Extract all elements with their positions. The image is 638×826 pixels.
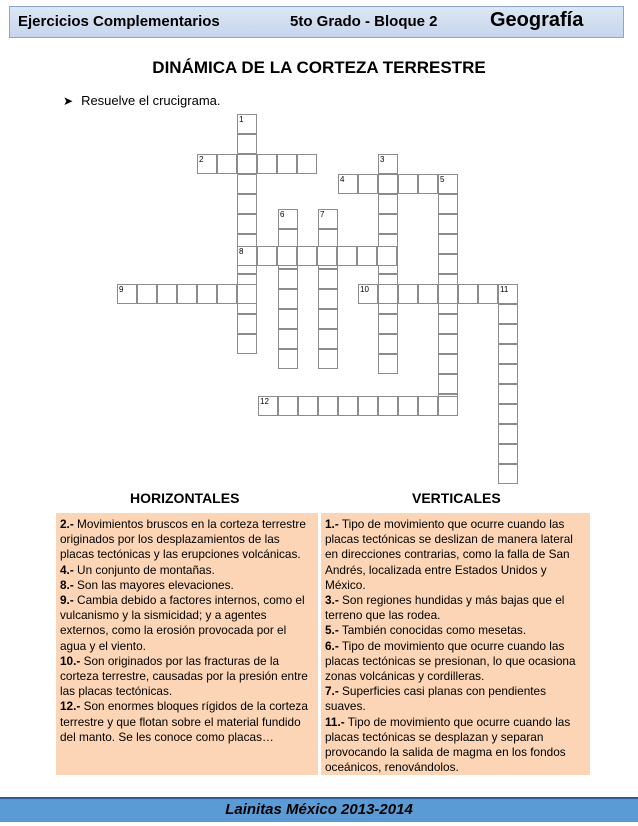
crossword-cell[interactable] [277, 246, 297, 266]
crossword-cell[interactable] [318, 309, 338, 329]
crossword-cell[interactable] [438, 314, 458, 334]
crossword-cell[interactable] [378, 284, 398, 304]
crossword-number: 1 [239, 115, 244, 124]
clue-item [60, 517, 310, 563]
crossword-cell[interactable] [278, 349, 298, 369]
crossword-number: 7 [320, 210, 325, 219]
clue-number: 10.- [60, 653, 81, 668]
crossword-number: 6 [280, 210, 285, 219]
crossword-cell[interactable] [438, 234, 458, 254]
crossword-cell[interactable] [358, 396, 378, 416]
crossword-cell[interactable] [378, 334, 398, 354]
crossword-cell[interactable] [297, 154, 317, 174]
clue-text: Cambia debido a factores internos, como el vulcanismo y la sismicidad; y a agentes externos, como la erosión provocada por el agua y el viento. [60, 593, 305, 653]
header-subject: Geografía [490, 9, 584, 31]
crossword-cell[interactable] [257, 154, 277, 174]
crossword-cell[interactable] [237, 134, 257, 154]
clue-item [60, 654, 310, 700]
crossword-cell[interactable] [217, 154, 237, 174]
crossword-cell[interactable] [318, 329, 338, 349]
clue-text: Son enormes bloques rígidos de la corteza terrestre y que flotan sobre el material fundido del manto. Se les conoce como placas… [60, 699, 308, 744]
clue-item [325, 517, 582, 593]
crossword-number: 10 [360, 285, 369, 294]
crossword-cell[interactable] [498, 344, 518, 364]
crossword-cell[interactable] [237, 214, 257, 234]
clue-number: 9.- [60, 593, 74, 608]
crossword-cell[interactable] [378, 354, 398, 374]
header-course: Ejercicios Complementarios [18, 13, 220, 30]
clue-item [60, 699, 310, 745]
crossword-cell[interactable] [398, 174, 418, 194]
horizontal-clues [56, 513, 318, 775]
crossword-cell[interactable] [418, 396, 438, 416]
clue-item [325, 684, 582, 714]
crossword-cell[interactable] [438, 396, 458, 416]
crossword-cell[interactable] [237, 284, 257, 304]
crossword-cell[interactable] [278, 289, 298, 309]
clue-item [325, 715, 582, 775]
clue-text: También conocidas como mesetas. [338, 623, 527, 638]
clue-number: 3.- [325, 593, 339, 608]
crossword-number: 9 [119, 285, 124, 294]
clue-item [325, 639, 582, 685]
crossword-cell[interactable] [277, 154, 297, 174]
clue-number: 8.- [60, 577, 74, 592]
crossword-cell[interactable] [498, 324, 518, 344]
clue-number: 1.- [325, 517, 339, 531]
crossword-cell[interactable] [377, 246, 397, 266]
crossword-cell[interactable] [498, 424, 518, 444]
crossword-cell[interactable] [357, 246, 377, 266]
crossword-cell[interactable] [438, 254, 458, 274]
clue-item [325, 593, 582, 623]
clue-text: Superficies casi planas con pendientes suaves. [325, 684, 547, 714]
crossword-number: 12 [260, 397, 269, 406]
crossword-cell[interactable] [237, 334, 257, 354]
clue-item [325, 623, 582, 638]
crossword-cell[interactable] [318, 269, 338, 289]
crossword-cell[interactable] [438, 334, 458, 354]
crossword-cell[interactable] [418, 174, 438, 194]
crossword-cell[interactable] [237, 174, 257, 194]
crossword-cell[interactable] [338, 396, 358, 416]
crossword-cell[interactable] [438, 214, 458, 234]
crossword-cell[interactable] [378, 214, 398, 234]
crossword-cell[interactable] [237, 314, 257, 334]
crossword-cell[interactable] [498, 444, 518, 464]
clue-number: 11.- [325, 714, 345, 729]
clue-number: 2.- [60, 517, 74, 531]
crossword-cell[interactable] [298, 396, 318, 416]
vertical-clues [321, 513, 590, 775]
crossword-cell[interactable] [278, 309, 298, 329]
crossword-cell[interactable] [278, 329, 298, 349]
crossword-cell[interactable] [438, 354, 458, 374]
clue-number: 12.- [60, 699, 81, 714]
crossword-cell[interactable] [137, 284, 157, 304]
clue-text: Un conjunto de montañas. [73, 562, 215, 577]
crossword-cell[interactable] [498, 464, 518, 484]
crossword-cell[interactable] [398, 284, 418, 304]
clue-item [60, 563, 310, 578]
crossword-number: 11 [500, 285, 509, 294]
clue-text: Son originados por las fracturas de la corteza terrestre, causadas por la presión entre las placas tectónicas. [60, 653, 308, 699]
header-grade: 5to Grado - Bloque 2 [290, 13, 438, 30]
crossword-cell[interactable] [318, 396, 338, 416]
crossword-number: 2 [199, 155, 204, 164]
crossword-cell[interactable] [398, 396, 418, 416]
clue-item [60, 578, 310, 593]
crossword-cell[interactable] [458, 284, 478, 304]
crossword-cell[interactable] [157, 284, 177, 304]
crossword-cell[interactable] [498, 404, 518, 424]
page-footer: Lainitas México 2013-2014 [0, 797, 638, 822]
clue-text: Tipo de movimiento que ocurre cuando las placas tectónicas se presionan, lo que ocasiona zonas volcánicas y cordilleras. [325, 638, 576, 684]
crossword-cell[interactable] [418, 284, 438, 304]
crossword-cell[interactable] [438, 284, 458, 304]
crossword-cell[interactable] [278, 396, 298, 416]
clue-number: 6.- [325, 638, 339, 653]
crossword-cell[interactable] [237, 194, 257, 214]
crossword-cell[interactable] [278, 269, 298, 289]
clue-text: Son regiones hundidas y más bajas que el terreno que las rodea. [325, 593, 565, 623]
clue-number: 7.- [325, 684, 339, 699]
crossword-cell[interactable] [378, 174, 398, 194]
crossword-cell[interactable] [438, 374, 458, 394]
crossword-cell[interactable] [317, 246, 337, 266]
crossword-cell[interactable] [197, 284, 217, 304]
clue-text: Tipo de movimiento que ocurre cuando las placas tectónicas se deslizan de manera lateral en direcciones contrarias, como la falla de San Andrés, localizada entre Estados Unidos y México. [325, 517, 573, 592]
crossword-cell[interactable] [318, 349, 338, 369]
instruction-text: Resuelve el crucigrama. [81, 93, 221, 108]
clue-text: Son las mayores elevaciones. [73, 577, 234, 592]
crossword-cell[interactable] [217, 284, 237, 304]
crossword-cell[interactable] [498, 364, 518, 384]
crossword-cell[interactable] [378, 396, 398, 416]
arrow-bullet-icon: ➤ [63, 94, 74, 108]
crossword-number: 4 [340, 175, 345, 184]
crossword-cell[interactable] [337, 246, 357, 266]
crossword-number: 3 [380, 155, 385, 164]
crossword-cell[interactable] [498, 384, 518, 404]
crossword-cell[interactable] [378, 314, 398, 334]
clue-text: Movimientos bruscos en la corteza terrestre originados por los desplazamientos de las placas tectónicas y las erupciones volcánicas. [60, 517, 306, 562]
crossword-number: 5 [440, 175, 445, 184]
crossword-cell[interactable] [358, 174, 378, 194]
clue-number: 4.- [60, 562, 74, 577]
page-title: DINÁMICA DE LA CORTEZA TERRESTRE [152, 58, 486, 77]
crossword-number: 8 [239, 247, 244, 256]
verticales-heading: VERTICALES [412, 490, 501, 506]
crossword-cell[interactable] [177, 284, 197, 304]
crossword-cell[interactable] [438, 194, 458, 214]
clue-item [60, 593, 310, 654]
crossword-cell[interactable] [237, 154, 257, 174]
crossword-cell[interactable] [498, 304, 518, 324]
crossword-cell[interactable] [478, 284, 498, 304]
clue-text: Tipo de movimiento que ocurre cuando las placas tectónicas se desplazan y separan provocando la salida de magma en los fondos oceánicos, renovándolos. [325, 714, 571, 775]
crossword-cell[interactable] [378, 194, 398, 214]
crossword-cell[interactable] [318, 289, 338, 309]
clue-number: 5.- [325, 623, 339, 638]
crossword-cell[interactable] [257, 246, 277, 266]
crossword-cell[interactable] [297, 246, 317, 266]
horizontales-heading: HORIZONTALES [130, 490, 240, 506]
